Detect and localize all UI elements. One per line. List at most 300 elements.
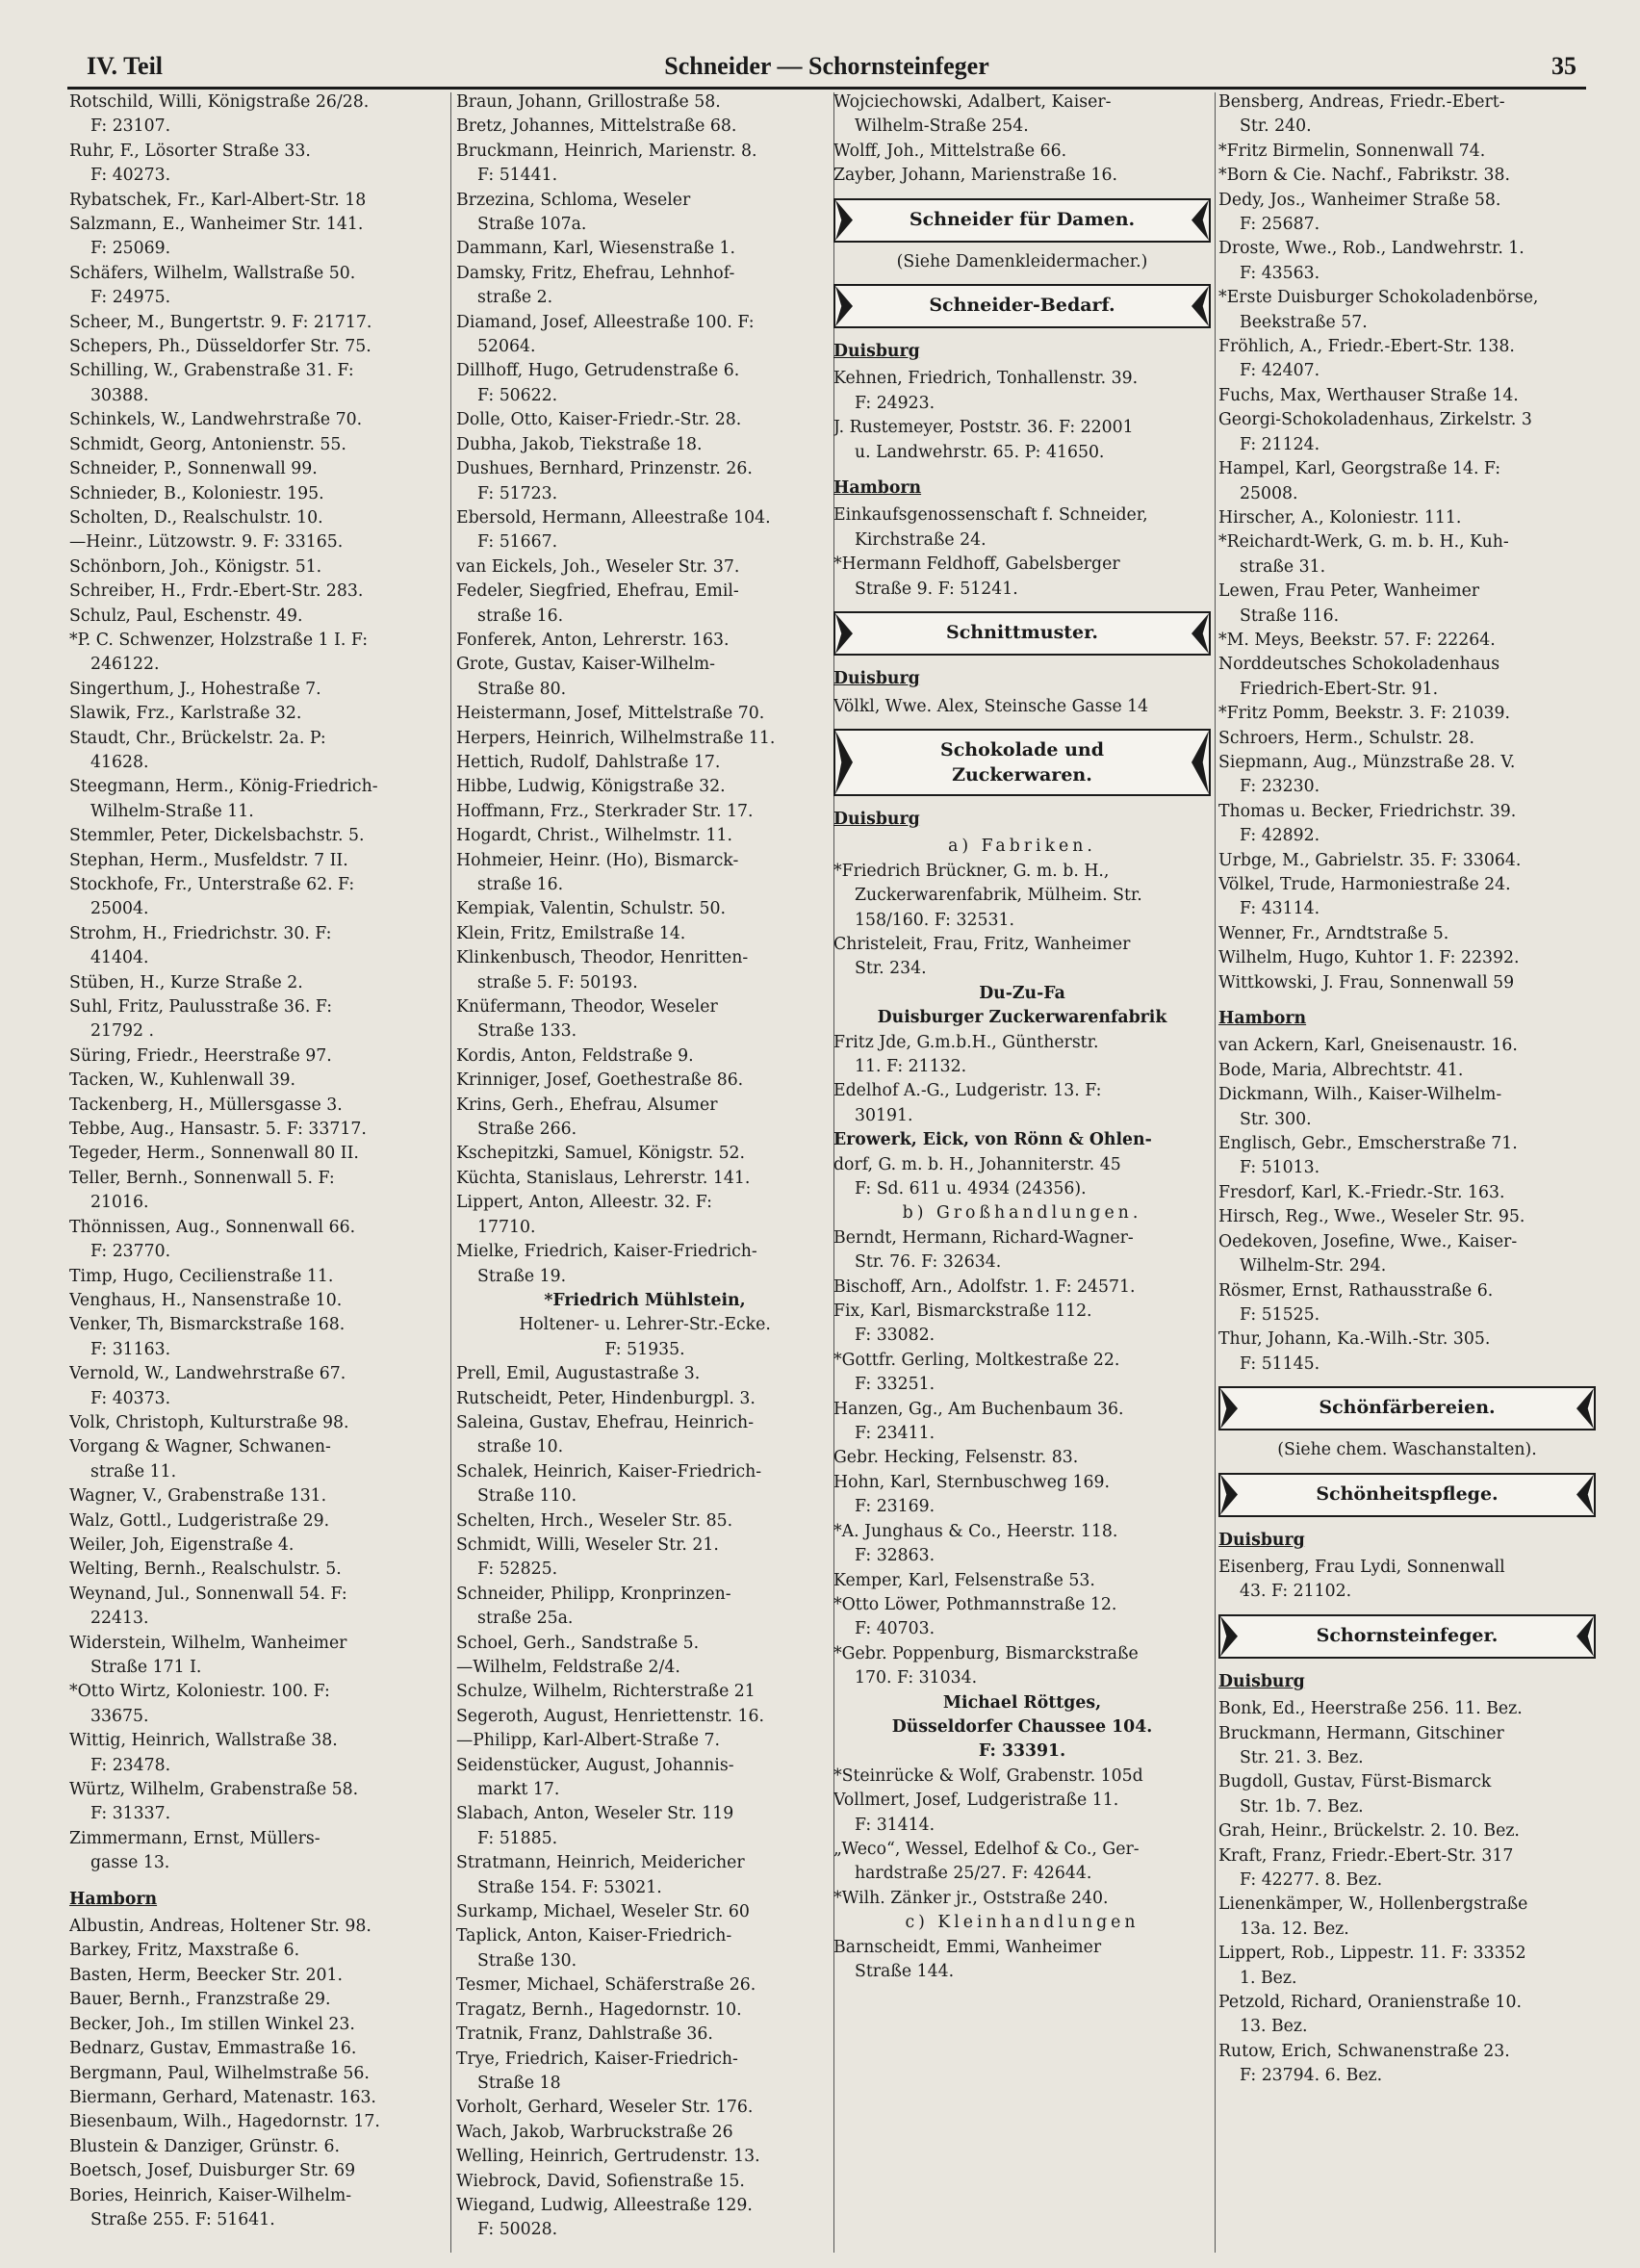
- directory-entry: Wittig, Heinrich, Wallstraße 38.: [69, 1731, 338, 1751]
- directory-entry: Kschepitzki, Samuel, Königstr. 52.: [456, 1144, 746, 1164]
- directory-entry: —Heinr., Lützowstr. 9. F: 33165.: [69, 532, 344, 553]
- directory-entry: „Weco“, Wessel, Edelhof & Co., Ger-: [833, 1839, 1140, 1859]
- entry-continuation: Wilhelm-Straße 11.: [90, 801, 254, 821]
- directory-entry: Schalek, Heinrich, Kaiser-Friedrich-: [456, 1461, 762, 1482]
- directory-entry: Wiegand, Ludwig, Alleestraße 129.: [456, 2195, 753, 2215]
- directory-entry: *P. C. Schwenzer, Holzstraße 1 I. F:: [69, 630, 369, 650]
- directory-entry: Hogardt, Christ., Wilhelmstr. 11.: [456, 826, 732, 846]
- directory-entry: Bretz, Johannes, Mittelstraße 68.: [456, 116, 737, 137]
- banner-ornament-icon: [1220, 1616, 1238, 1657]
- directory-entry: Segeroth, August, Henriettenstr. 16.: [456, 1706, 765, 1726]
- entry-continuation: F: 21124.: [1240, 434, 1320, 454]
- directory-entry: Erowerk, Eick, von Rönn & Ohlen-: [833, 1130, 1152, 1150]
- entry-continuation: gasse 13.: [90, 1853, 170, 1873]
- directory-entry: Schroers, Herm., Schulstr. 28.: [1218, 728, 1475, 748]
- section-banner: [833, 198, 1211, 243]
- directory-entry: Süring, Friedr., Heerstraße 97.: [69, 1045, 332, 1066]
- directory-entry: Rybatschek, Fr., Karl-Albert-Str. 18: [69, 190, 367, 210]
- directory-entry: Taplick, Anton, Kaiser-Friedrich-: [456, 1926, 732, 1946]
- entry-continuation: straße 5. F: 50193.: [477, 972, 638, 992]
- entry-continuation: F: 23478.: [90, 1755, 171, 1775]
- city-heading: Duisburg: [833, 809, 920, 829]
- directory-entry: Dillhoff, Hugo, Getrudenstraße 6.: [456, 361, 740, 381]
- directory-entry: Lewen, Frau Peter, Wanheimer: [1218, 581, 1480, 602]
- directory-entry: *Friedrich Brückner, G. m. b. H.,: [833, 861, 1110, 881]
- entry-continuation: F: 43114.: [1240, 899, 1320, 919]
- entry-continuation: straße 16.: [477, 875, 564, 894]
- directory-entry: Hohmeier, Heinr. (Ho), Bismarck-: [456, 850, 739, 870]
- entry-continuation: 246122.: [90, 655, 160, 675]
- directory-entry: Dammann, Karl, Wiesenstraße 1.: [456, 239, 736, 259]
- directory-entry: Timp, Hugo, Cecilienstraße 11.: [69, 1266, 334, 1286]
- directory-entry: Mielke, Friedrich, Kaiser-Friedrich-: [456, 1242, 757, 1262]
- directory-entry: Knüfermann, Theodor, Weseler: [456, 997, 718, 1018]
- entry-continuation: straße 2.: [477, 288, 553, 308]
- directory-entry: Scheer, M., Bungertstr. 9. F: 21717.: [69, 312, 372, 332]
- directory-entry: Schulz, Paul, Eschenstr. 49.: [69, 606, 303, 626]
- section-heading: Schönheitspflege.: [1316, 1482, 1499, 1505]
- directory-entry: Saleina, Gustav, Ehefrau, Heinrich-: [456, 1412, 755, 1432]
- directory-entry: *Hermann Feldhoff, Gabelsberger: [833, 554, 1120, 575]
- directory-entry: Surkamp, Michael, Weseler Str. 60: [456, 1902, 750, 1922]
- directory-entry: Welling, Heinrich, Gertrudenstr. 13.: [456, 2147, 760, 2167]
- entry-continuation: F: 33251.: [855, 1375, 935, 1395]
- entry-continuation: F: 51013.: [1240, 1158, 1320, 1178]
- entry-continuation: F: 25069.: [90, 239, 171, 259]
- page-number: 35: [1551, 52, 1576, 80]
- directory-entry: Lienenkämper, W., Hollenbergstraße: [1218, 1894, 1528, 1915]
- directory-entry: Walz, Gottl., Ludgeristraße 29.: [69, 1510, 330, 1531]
- directory-entry: Dedy, Jos., Wanheimer Straße 58.: [1218, 190, 1501, 210]
- directory-entry: Kemper, Karl, Felsenstraße 53.: [833, 1570, 1095, 1590]
- directory-entry: Gebr. Hecking, Felsenstr. 83.: [833, 1448, 1079, 1468]
- directory-entry: Bugdoll, Gustav, Fürst-Bismarck: [1218, 1772, 1492, 1792]
- directory-entry: Grah, Heinr., Brückelstr. 2. 10. Bez.: [1218, 1821, 1520, 1842]
- entry-continuation: F: 50028.: [477, 2220, 558, 2240]
- entry-continuation: Str. 21. 3. Bez.: [1240, 1747, 1364, 1767]
- directory-entry: Teller, Bernh., Sonnenwall 5. F:: [69, 1168, 335, 1188]
- directory-entry: Tratnik, Franz, Dahlstraße 36.: [456, 2024, 713, 2045]
- entry-continuation: F: 42892.: [1240, 826, 1320, 846]
- directory-entry: *A. Junghaus & Co., Heerstr. 118.: [833, 1521, 1118, 1541]
- directory-entry: Seidenstücker, August, Johannis-: [456, 1755, 734, 1775]
- directory-entry: dorf, G. m. b. H., Johanniterstr. 45: [833, 1154, 1121, 1174]
- directory-entry: Blustein & Danziger, Grünstr. 6.: [69, 2136, 340, 2156]
- directory-entry: Stüben, H., Kurze Straße 2.: [69, 972, 303, 992]
- banner-ornament-icon: [1576, 1616, 1594, 1657]
- entry-continuation: F: 23107.: [90, 116, 171, 137]
- section-heading: Schokolade und Zuckerwaren.: [939, 738, 1105, 786]
- directory-entry: Weiler, Joh, Eigenstraße 4.: [69, 1534, 295, 1555]
- entry-continuation: 1. Bez.: [1240, 1968, 1297, 1988]
- directory-entry: Tackenberg, H., Müllersgasse 3.: [69, 1095, 343, 1115]
- directory-entry: Widerstein, Wilhelm, Wanheimer: [69, 1633, 347, 1653]
- directory-entry: *Fritz Pomm, Beekstr. 3. F: 21039.: [1218, 704, 1510, 724]
- directory-entry: Dushues, Bernhard, Prinzenstr. 26.: [456, 459, 753, 479]
- entry-continuation: F: 52825.: [477, 1559, 558, 1580]
- directory-entry: Bergmann, Paul, Wilhelmstraße 56.: [69, 2063, 370, 2083]
- entry-continuation: F: 23230.: [1240, 777, 1320, 797]
- directory-entry: Tragatz, Bernh., Hagedornstr. 10.: [456, 1999, 742, 2020]
- directory-entry: *Fritz Birmelin, Sonnenwall 74.: [1218, 141, 1486, 161]
- city-heading: Hamborn: [1218, 1009, 1307, 1029]
- directory-entry: Fritz Jde, G.m.b.H., Güntherstr.: [833, 1032, 1099, 1052]
- banner-ornament-icon: [1576, 1475, 1594, 1515]
- directory-entry: Schinkels, W., Landwehrstraße 70.: [69, 410, 363, 430]
- directory-entry: Schmidt, Willi, Weseler Str. 21.: [456, 1534, 719, 1555]
- entry-continuation: 170. F: 31034.: [855, 1668, 978, 1688]
- entry-continuation: 21792 .: [90, 1021, 154, 1042]
- directory-entry: Barkey, Fritz, Maxstraße 6.: [69, 1941, 300, 1961]
- directory-entry: Bischoff, Arn., Adolfstr. 1. F: 24571.: [833, 1276, 1136, 1297]
- directory-entry: Stemmler, Peter, Dickelsbachstr. 5.: [69, 826, 365, 846]
- directory-entry: *Steinrücke & Wolf, Grabenstr. 105d: [833, 1765, 1143, 1786]
- banner-ornament-icon: [1192, 200, 1209, 241]
- directory-entry: Steegmann, Herm., König-Friedrich-: [69, 777, 378, 797]
- entry-continuation: F: 51885.: [477, 1828, 558, 1848]
- directory-entry: Schneider, Philipp, Kronprinzen-: [456, 1584, 731, 1604]
- directory-entry: Becker, Joh., Im stillen Winkel 23.: [69, 2014, 355, 2034]
- directory-entry: Bauer, Bernh., Franzstraße 29.: [69, 1990, 331, 2010]
- directory-entry: Diamand, Josef, Alleestraße 100. F:: [456, 312, 755, 332]
- entry-continuation: F: 33082.: [855, 1326, 935, 1346]
- city-heading: Hamborn: [833, 478, 922, 499]
- entry-continuation: Straße 130.: [477, 1950, 577, 1971]
- directory-entry: Tacken, W., Kuhlenwall 39.: [69, 1070, 295, 1091]
- entry-continuation: 13a. 12. Bez.: [1240, 1919, 1349, 1939]
- entry-continuation: Wilhelm-Straße 254.: [855, 116, 1029, 137]
- directory-entry: Kordis, Anton, Feldstraße 9.: [456, 1045, 694, 1066]
- entry-continuation: 30191.: [855, 1105, 913, 1125]
- entry-continuation: straße 11.: [90, 1461, 177, 1482]
- entry-continuation: Str. 76. F: 32634.: [855, 1252, 1002, 1273]
- directory-entry: *Wilh. Zänker jr., Oststraße 240.: [833, 1888, 1109, 1908]
- entry-continuation: u. Landwehrstr. 65. P: 41650.: [855, 442, 1105, 462]
- directory-entry: Schönborn, Joh., Königstr. 51.: [69, 556, 322, 577]
- directory-entry: Slabach, Anton, Weseler Str. 119: [456, 1804, 734, 1824]
- entry-continuation: Straße 266.: [477, 1120, 577, 1140]
- directory-entry: Vorgang & Wagner, Schwanen-: [69, 1437, 331, 1457]
- directory-entry: Wenner, Fr., Arndtstraße 5.: [1218, 923, 1449, 943]
- directory-entry: Hirscher, A., Koloniestr. 111.: [1218, 507, 1462, 528]
- column-divider: [450, 92, 451, 2253]
- directory-entry: Fröhlich, A., Friedr.-Ebert-Str. 138.: [1218, 337, 1515, 357]
- entry-continuation: F: 40703.: [855, 1619, 935, 1639]
- entry-continuation: F: 51723.: [477, 483, 558, 503]
- directory-entry: Schulze, Wilhelm, Richterstraße 21: [456, 1682, 756, 1702]
- entry-continuation: F: 51441.: [477, 166, 558, 186]
- directory-entry: Biesenbaum, Wilh., Hagedornstr. 17.: [69, 2112, 380, 2132]
- directory-entry: Petzold, Richard, Oranienstraße 10.: [1218, 1993, 1522, 2013]
- advert-line: Düsseldorfer Chaussee 104.: [891, 1716, 1153, 1737]
- directory-entry: Bories, Heinrich, Kaiser-Wilhelm-: [69, 2185, 352, 2205]
- directory-entry: Rutscheidt, Peter, Hindenburgpl. 3.: [456, 1388, 756, 1408]
- directory-entry: Suhl, Fritz, Paulusstraße 36. F:: [69, 997, 333, 1018]
- directory-entry: Stratmann, Heinrich, Meidericher: [456, 1853, 745, 1873]
- entry-continuation: Beekstraße 57.: [1240, 312, 1368, 332]
- directory-entry: Georgi-Schokoladenhaus, Zirkelstr. 3: [1218, 410, 1532, 430]
- directory-entry: Tesmer, Michael, Schäferstraße 26.: [456, 1975, 756, 1996]
- directory-entry: Wittkowski, J. Frau, Sonnenwall 59: [1218, 972, 1515, 992]
- entry-continuation: Str. 1b. 7. Bez.: [1240, 1796, 1364, 1817]
- section-heading: Schneider für Damen.: [909, 208, 1136, 230]
- entry-continuation: F: 51145.: [1240, 1353, 1320, 1374]
- page-title: Schneider — Schornsteinfeger: [664, 52, 989, 80]
- entry-continuation: F: 40373.: [90, 1388, 171, 1408]
- directory-entry: Klinkenbusch, Theodor, Henritten-: [456, 948, 749, 968]
- directory-entry: Krins, Gerh., Ehefrau, Alsumer: [456, 1095, 718, 1115]
- entry-continuation: 41404.: [90, 948, 149, 968]
- directory-entry: Fix, Karl, Bismarckstraße 112.: [833, 1302, 1092, 1322]
- section-banner: [833, 729, 1211, 796]
- entry-continuation: F: 24923.: [855, 393, 935, 413]
- entry-continuation: Straße 154. F: 53021.: [477, 1877, 662, 1897]
- entry-continuation: Straße 18: [477, 2073, 561, 2093]
- directory-entry: Ebersold, Hermann, Alleestraße 104.: [456, 507, 771, 528]
- directory-entry: Rotschild, Willi, Königstraße 26/28.: [69, 92, 370, 112]
- directory-entry: *M. Meys, Beekstr. 57. F: 22264.: [1218, 630, 1496, 650]
- directory-entry: *Otto Löwer, Pothmannstraße 12.: [833, 1594, 1117, 1614]
- directory-entry: Strohm, H., Friedrichstr. 30. F:: [69, 923, 332, 943]
- directory-entry: Schilling, W., Grabenstraße 31. F:: [69, 361, 354, 381]
- entry-continuation: 52064.: [477, 337, 536, 357]
- directory-entry: Krinniger, Josef, Goethestraße 86.: [456, 1070, 744, 1091]
- entry-continuation: 17710.: [477, 1217, 536, 1237]
- directory-entry: Oedekoven, Josefine, Wwe., Kaiser-: [1218, 1231, 1518, 1251]
- entry-continuation: F: 31337.: [90, 1804, 171, 1824]
- directory-entry: Scholten, D., Realschulstr. 10.: [69, 507, 323, 528]
- banner-ornament-icon: [1192, 731, 1209, 794]
- directory-entry: Hohn, Karl, Sternbuschweg 169.: [833, 1472, 1111, 1492]
- directory-entry: Dubha, Jakob, Tiekstraße 18.: [456, 434, 703, 454]
- section-banner: [1218, 1386, 1596, 1430]
- entry-continuation: 13. Bez.: [1240, 2017, 1308, 2037]
- directory-entry: Hoffmann, Frz., Sterkrader Str. 17.: [456, 801, 754, 821]
- directory-entry: Wilhelm, Hugo, Kuhtor 1. F: 22392.: [1218, 948, 1520, 968]
- entry-continuation: 22413.: [90, 1609, 149, 1629]
- directory-entry: Bensberg, Andreas, Friedr.-Ebert-: [1218, 92, 1505, 112]
- city-heading: Duisburg: [833, 342, 920, 362]
- entry-continuation: F: 42277. 8. Bez.: [1240, 1870, 1383, 1890]
- entry-continuation: 158/160. F: 32531.: [855, 910, 1014, 930]
- entry-continuation: Str. 234.: [855, 959, 927, 979]
- entry-continuation: Straße 116.: [1240, 606, 1340, 626]
- directory-entry: Rutow, Erich, Schwanenstraße 23.: [1218, 2041, 1510, 2061]
- directory-entry: —Wilhelm, Feldstraße 2/4.: [456, 1658, 680, 1677]
- entry-continuation: F: 40273.: [90, 166, 171, 186]
- column-4: [1218, 90, 1596, 2089]
- city-heading: Duisburg: [833, 669, 920, 689]
- entry-continuation: Straße 9. F: 51241.: [855, 579, 1018, 599]
- directory-entry: Schmidt, Georg, Antonienstr. 55.: [69, 434, 346, 454]
- directory-entry: Schnieder, B., Koloniestr. 195.: [69, 483, 324, 503]
- directory-entry: *Erste Duisburger Schokoladenbörse,: [1218, 288, 1539, 308]
- banner-ornament-icon: [835, 613, 853, 654]
- directory-entry: Fuchs, Max, Werthauser Straße 14.: [1218, 385, 1519, 405]
- directory-entry: Weynand, Jul., Sonnenwall 54. F:: [69, 1584, 347, 1604]
- directory-entry: Völkl, Wwe. Alex, Steinsche Gasse 14: [833, 696, 1149, 716]
- advert-line: Du-Zu-Fa: [979, 983, 1065, 1003]
- banner-ornament-icon: [1576, 1388, 1594, 1429]
- directory-entry: *Otto Wirtz, Koloniestr. 100. F:: [69, 1682, 330, 1702]
- entry-continuation: F: 31414.: [855, 1815, 935, 1835]
- advert-line: (Siehe chem. Waschanstalten).: [1277, 1440, 1537, 1460]
- directory-entry: Vernold, W., Landwehrstraße 67.: [69, 1364, 346, 1384]
- banner-ornament-icon: [835, 286, 853, 326]
- entry-continuation: Kirchstraße 24.: [855, 529, 987, 550]
- section-heading: Schornsteinfeger.: [1316, 1625, 1499, 1647]
- directory-entry: Braun, Johann, Grillostraße 58.: [456, 92, 721, 112]
- directory-entry: Hettich, Rudolf, Dahlstraße 17.: [456, 752, 721, 772]
- entry-continuation: 33675.: [90, 1706, 149, 1726]
- entry-continuation: markt 17.: [477, 1780, 560, 1800]
- city-heading: Duisburg: [1218, 1530, 1305, 1550]
- directory-entry: Vorholt, Gerhard, Weseler Str. 176.: [456, 2098, 754, 2118]
- directory-entry: Einkaufsgenossenschaft f. Schneider,: [833, 505, 1148, 526]
- directory-entry: Bednarz, Gustav, Emmastraße 16.: [69, 2039, 357, 2059]
- entry-continuation: F: 23169.: [855, 1497, 935, 1517]
- directory-entry: Eisenberg, Frau Lydi, Sonnenwall: [1218, 1557, 1505, 1577]
- directory-entry: Wojciechowski, Adalbert, Kaiser-: [833, 92, 1112, 112]
- directory-entry: Staudt, Chr., Brückelstr. 2a. P:: [69, 728, 326, 748]
- entry-continuation: F: 23770.: [90, 1242, 171, 1262]
- directory-entry: Wach, Jakob, Warbruckstraße 26: [456, 2122, 733, 2142]
- directory-entry: Edelhof A.-G., Ludgeristr. 13. F:: [833, 1081, 1102, 1101]
- entry-continuation: Straße 255. F: 51641.: [90, 2209, 275, 2229]
- directory-entry: Ruhr, F., Lösorter Straße 33.: [69, 141, 311, 161]
- directory-entry: Hibbe, Ludwig, Königstraße 32.: [456, 777, 726, 797]
- banner-ornament-icon: [835, 200, 853, 241]
- banner-ornament-icon: [1192, 613, 1209, 654]
- directory-entry: Boetsch, Josef, Duisburger Str. 69: [69, 2161, 356, 2181]
- directory-entry: Brzezina, Schloma, Weseler: [456, 190, 691, 210]
- entry-continuation: F: 51525.: [1240, 1304, 1320, 1325]
- directory-entry: Bruckmann, Hermann, Gitschiner: [1218, 1723, 1504, 1743]
- entry-continuation: 11. F: 21132.: [855, 1056, 967, 1076]
- entry-continuation: Straße 80.: [477, 679, 567, 699]
- directory-entry: Fresdorf, Karl, K.-Friedr.-Str. 163.: [1218, 1182, 1505, 1202]
- directory-entry: *Gottfr. Gerling, Moltkestraße 22.: [833, 1350, 1120, 1370]
- entry-continuation: Straße 110.: [477, 1486, 577, 1507]
- entry-continuation: straße 16.: [477, 606, 564, 626]
- entry-continuation: Straße 133.: [477, 1021, 577, 1042]
- directory-entry: Prell, Emil, Augustastraße 3.: [456, 1364, 701, 1384]
- directory-entry: Biermann, Gerhard, Matenastr. 163.: [69, 2087, 376, 2107]
- entry-continuation: straße 10.: [477, 1437, 564, 1457]
- section-heading: Schönfärbereien.: [1319, 1397, 1496, 1419]
- entry-continuation: 25008.: [1240, 483, 1298, 503]
- advert-line: Michael Röttges,: [942, 1692, 1102, 1713]
- section-heading: Schneider-Bedarf.: [929, 295, 1115, 317]
- banner-ornament-icon: [1220, 1388, 1238, 1429]
- directory-entry: Damsky, Fritz, Ehefrau, Lehnhof-: [456, 263, 735, 283]
- directory-entry: Hanzen, Gg., Am Buchenbaum 36.: [833, 1399, 1124, 1419]
- city-heading: Duisburg: [1218, 1671, 1305, 1691]
- directory-entry: Fonferek, Anton, Lehrerstr. 163.: [456, 630, 730, 650]
- directory-entry: Würtz, Wilhelm, Grabenstraße 58.: [69, 1780, 359, 1800]
- directory-entry: Thönnissen, Aug., Sonnenwall 66.: [69, 1217, 356, 1237]
- banner-ornament-icon: [1192, 286, 1209, 326]
- directory-entry: Vollmert, Josef, Ludgeristraße 11.: [833, 1791, 1119, 1811]
- directory-entry: Dickmann, Wilh., Kaiser-Wilhelm-: [1218, 1085, 1502, 1105]
- entry-continuation: F: 32863.: [855, 1546, 935, 1566]
- directory-entry: Lippert, Rob., Lippestr. 11. F: 33352: [1218, 1944, 1526, 1964]
- directory-entry: *Reichardt-Werk, G. m. b. H., Kuh-: [1218, 532, 1509, 553]
- directory-entry: Kehnen, Friedrich, Tonhallenstr. 39.: [833, 369, 1139, 389]
- directory-entry: Dolle, Otto, Kaiser-Friedr.-Str. 28.: [456, 410, 742, 430]
- directory-entry: Kempiak, Valentin, Schulstr. 50.: [456, 899, 727, 919]
- entry-continuation: Straße 19.: [477, 1266, 567, 1286]
- entry-continuation: Zuckerwarenfabrik, Mülheim. Str.: [855, 886, 1142, 906]
- directory-entry: Lippert, Anton, Alleestr. 32. F:: [456, 1193, 712, 1213]
- directory-entry: Stockhofe, Fr., Unterstraße 62. F:: [69, 875, 355, 894]
- column-3: [833, 90, 1211, 1984]
- column-2: [456, 90, 833, 2243]
- section-banner: [833, 284, 1211, 328]
- advert-line: F: 51935.: [604, 1339, 685, 1359]
- entry-continuation: F: 50622.: [477, 385, 558, 405]
- directory-entry: Küchta, Stanislaus, Lehrerstr. 141.: [456, 1168, 751, 1188]
- section-heading: Schnittmuster.: [945, 622, 1099, 644]
- entry-continuation: 41628.: [90, 752, 149, 772]
- entry-continuation: F: 43563.: [1240, 263, 1320, 283]
- directory-entry: Stephan, Herm., Musfeldstr. 7 II.: [69, 850, 348, 870]
- directory-entry: Welting, Bernh., Realschulstr. 5.: [69, 1559, 342, 1580]
- directory-entry: Bode, Maria, Albrechtstr. 41.: [1218, 1060, 1464, 1080]
- directory-entry: Christeleit, Frau, Fritz, Wanheimer: [833, 934, 1131, 954]
- entry-continuation: Str. 300.: [1240, 1109, 1312, 1129]
- entry-continuation: F: 51667.: [477, 532, 558, 553]
- advert-line: F: 33391.: [978, 1741, 1066, 1762]
- entry-continuation: F: 24975.: [90, 288, 171, 308]
- directory-entry: Schäfers, Wilhelm, Wallstraße 50.: [69, 263, 356, 283]
- directory-entry: Siepmann, Aug., Münzstraße 28. V.: [1218, 752, 1516, 772]
- directory-entry: Slawik, Frz., Karlstraße 32.: [69, 704, 302, 724]
- directory-entry: Urbge, M., Gabrielstr. 35. F: 33064.: [1218, 850, 1522, 870]
- directory-entry: Barnscheidt, Emmi, Wanheimer: [833, 1937, 1102, 1957]
- directory-entry: Venghaus, H., Nansenstraße 10.: [69, 1290, 343, 1310]
- directory-entry: Herpers, Heinrich, Wilhelmstraße 11.: [456, 728, 776, 748]
- directory-entry: Rösmer, Ernst, Rathausstraße 6.: [1218, 1280, 1494, 1301]
- entry-continuation: F: 25687.: [1240, 215, 1320, 235]
- entry-continuation: 21016.: [90, 1193, 149, 1213]
- directory-entry: Hampel, Karl, Georgstraße 14. F:: [1218, 459, 1501, 479]
- entry-continuation: straße 25a.: [477, 1609, 574, 1629]
- directory-entry: Fedeler, Siegfried, Ehefrau, Emil-: [456, 581, 739, 602]
- directory-entry: van Eickels, Joh., Weseler Str. 37.: [456, 556, 740, 577]
- entry-continuation: Straße 171 I.: [90, 1658, 202, 1677]
- directory-entry: Trye, Friedrich, Kaiser-Friedrich-: [456, 2049, 738, 2069]
- directory-entry: Klein, Fritz, Emilstraße 14.: [456, 923, 686, 943]
- directory-entry: Venker, Th, Bismarckstraße 168.: [69, 1315, 346, 1335]
- directory-entry: Kraft, Franz, Friedr.-Ebert-Str. 317: [1218, 1845, 1514, 1866]
- entry-continuation: F: 31163.: [90, 1339, 171, 1359]
- directory-entry: Thomas u. Becker, Friedrichstr. 39.: [1218, 801, 1517, 821]
- entry-continuation: Friedrich-Ebert-Str. 91.: [1240, 679, 1439, 699]
- advert-line: *Friedrich Mühlstein,: [544, 1290, 746, 1310]
- entry-continuation: Straße 144.: [855, 1962, 955, 1981]
- directory-entry: Singerthum, J., Hohestraße 7.: [69, 679, 321, 699]
- directory-entry: Hirsch, Reg., Wwe., Weseler Str. 95.: [1218, 1207, 1525, 1227]
- directory-entry: Schneider, P., Sonnenwall 99.: [69, 459, 318, 479]
- directory-entry: —Philipp, Karl-Albert-Straße 7.: [456, 1731, 721, 1751]
- subsection-heading: b) Großhandlungen.: [902, 1203, 1142, 1224]
- directory-entry: Schepers, Ph., Düsseldorfer Str. 75.: [69, 337, 372, 357]
- directory-entry: Bruckmann, Heinrich, Marienstr. 8.: [456, 141, 757, 161]
- directory-entry: Tegeder, Herm., Sonnenwall 80 II.: [69, 1144, 359, 1164]
- directory-entry: Wiebrock, David, Sofienstraße 15.: [456, 2171, 745, 2191]
- section-banner: [1218, 1473, 1596, 1517]
